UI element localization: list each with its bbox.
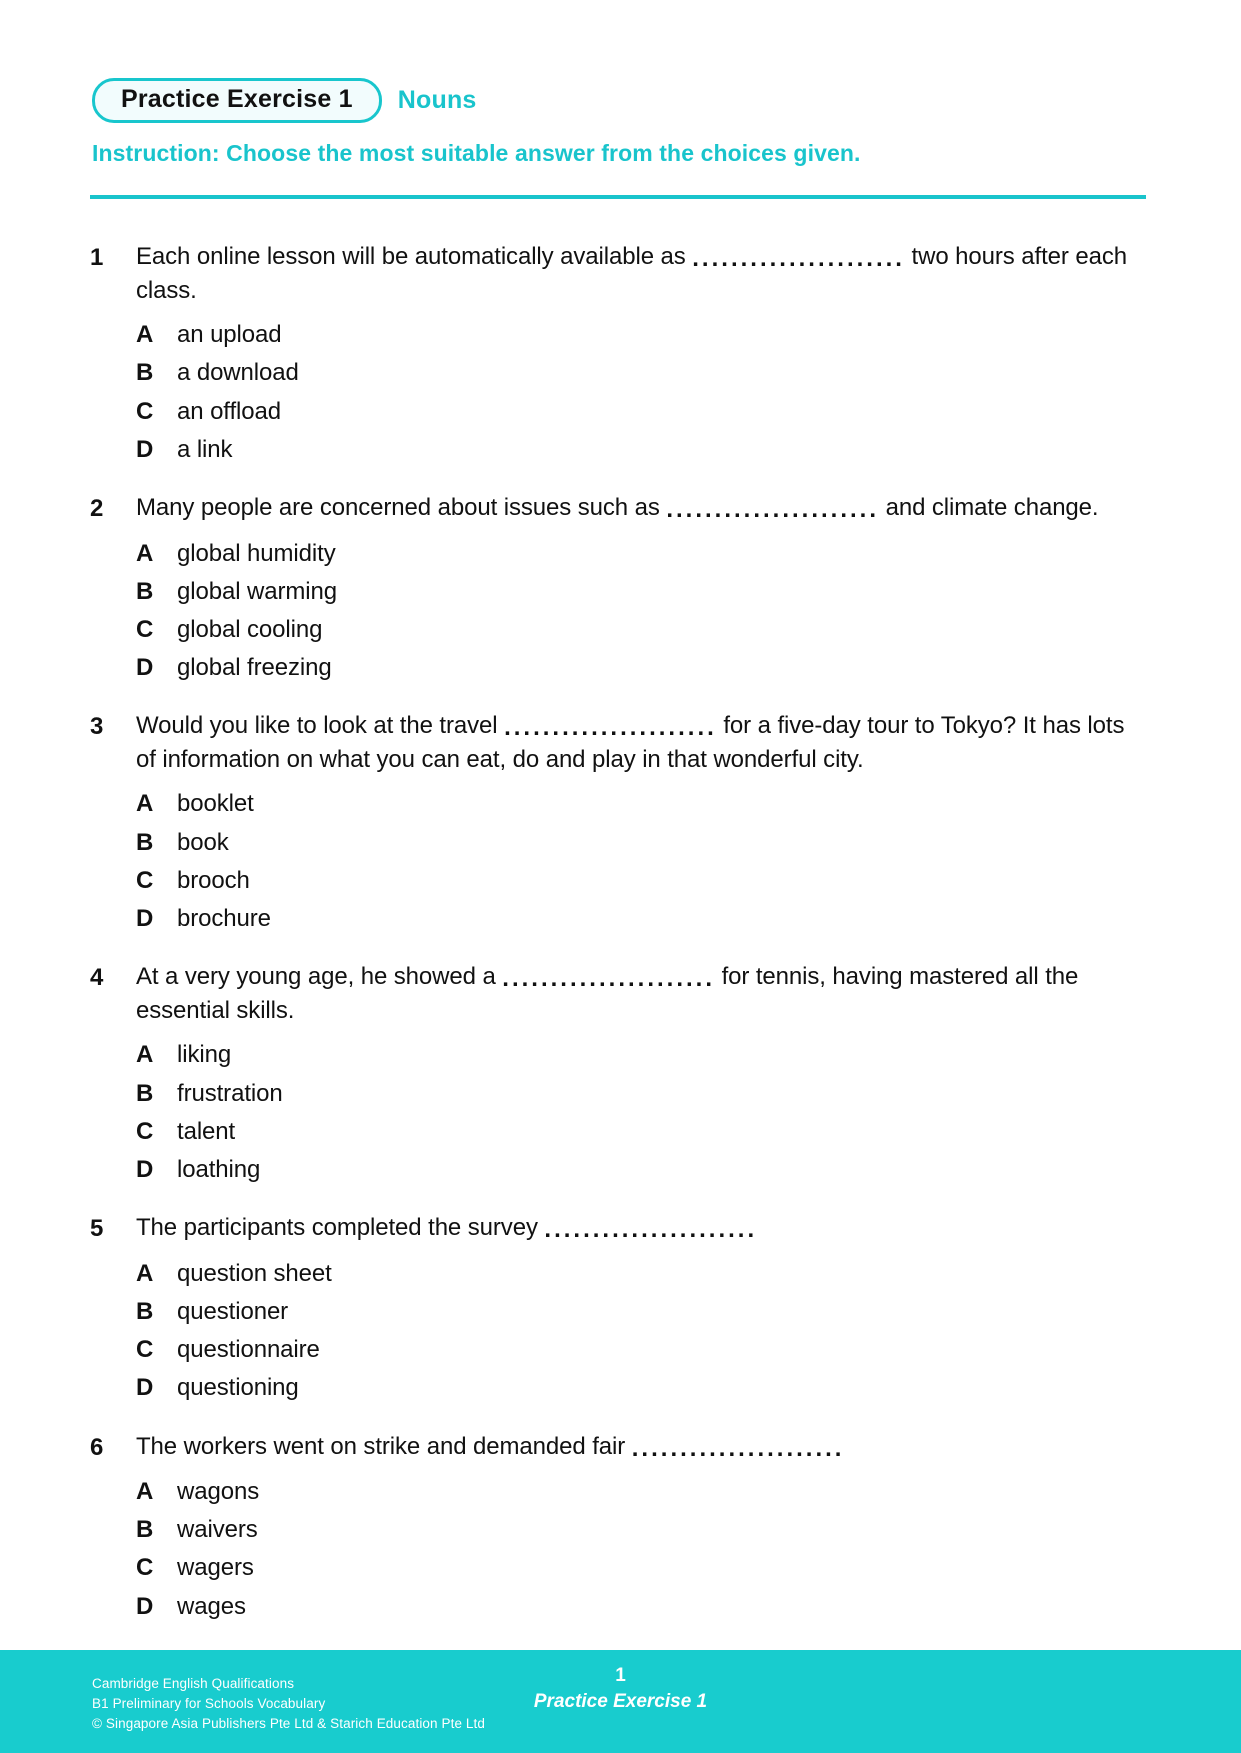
option-text: brooch <box>177 866 250 894</box>
option-text: wagers <box>177 1554 254 1582</box>
question-text-before: At a very young age, he showed a <box>136 963 496 991</box>
option-text: booklet <box>177 790 254 818</box>
option-letter: B <box>136 1297 154 1325</box>
instruction-text: Instruction: Choose the most suitable answer from the choices given. <box>92 140 861 166</box>
option-text: global humidity <box>177 539 336 567</box>
question-text <box>136 1211 1150 1245</box>
option-row[interactable] <box>136 1116 1150 1147</box>
option-row[interactable] <box>136 576 1150 607</box>
option-text: question sheet <box>177 1259 332 1287</box>
footer-line-3: © Singapore Asia Publishers Pte Ltd & Starich Education Pte Ltd <box>92 1715 485 1731</box>
option-letter: C <box>136 615 154 643</box>
option-letter: B <box>136 577 154 605</box>
option-row[interactable] <box>136 1514 1150 1545</box>
option-row[interactable] <box>136 903 1150 934</box>
option-letter: C <box>136 1117 154 1145</box>
exercise-header <box>92 78 477 123</box>
question-header <box>90 1430 1150 1465</box>
option-text: waivers <box>177 1516 258 1544</box>
question-text <box>136 709 1150 776</box>
option-row[interactable] <box>136 1078 1150 1109</box>
question-text-after: and climate change. <box>885 493 1099 521</box>
question-text-after: two hours after each class. <box>136 243 1128 304</box>
option-text: wagons <box>177 1478 260 1506</box>
option-text: a download <box>177 359 299 387</box>
option-text: a link <box>177 435 233 463</box>
question-number: 2 <box>90 494 104 522</box>
option-text: global warming <box>177 577 338 605</box>
question-text-after: for a five-day tour to Tokyo? It has lots of information on what you can eat, do and play in that wonderful city. <box>136 712 1125 773</box>
option-list <box>90 319 1150 465</box>
question-text-before: Many people are concerned about issues such as <box>136 493 660 521</box>
option-row[interactable] <box>136 1258 1150 1289</box>
question-block <box>90 1430 1150 1622</box>
option-row[interactable] <box>136 1552 1150 1583</box>
option-row[interactable] <box>136 1591 1150 1622</box>
answer-blank-dots: ...................... <box>504 714 717 742</box>
option-text: global freezing <box>177 654 332 682</box>
option-list <box>90 788 1150 934</box>
option-text: frustration <box>177 1079 283 1107</box>
option-row[interactable] <box>136 319 1150 350</box>
answer-blank-dots: ...................... <box>544 1216 758 1244</box>
option-row[interactable] <box>136 538 1150 569</box>
questions-list <box>90 240 1150 1648</box>
option-letter: D <box>136 1374 154 1402</box>
option-letter: D <box>136 654 154 682</box>
option-letter: D <box>136 905 154 933</box>
option-text: liking <box>177 1041 232 1069</box>
question-text <box>136 491 1150 525</box>
option-letter: B <box>136 828 154 856</box>
option-row[interactable] <box>136 434 1150 465</box>
option-list <box>90 1039 1150 1185</box>
option-row[interactable] <box>136 1476 1150 1507</box>
option-letter: B <box>136 359 154 387</box>
option-text: loathing <box>177 1155 261 1183</box>
option-row[interactable] <box>136 652 1150 683</box>
question-text-before: Would you like to look at the travel <box>136 712 498 740</box>
question-number: 3 <box>90 713 104 741</box>
option-row[interactable] <box>136 614 1150 645</box>
question-text <box>136 240 1150 307</box>
question-header <box>90 709 1150 776</box>
question-block <box>90 709 1150 934</box>
question-text-before: The participants completed the survey <box>136 1214 538 1242</box>
exercise-badge: Practice Exercise 1 <box>92 78 382 123</box>
question-block <box>90 1211 1150 1403</box>
question-text <box>136 1430 1150 1464</box>
option-letter: A <box>136 1259 154 1287</box>
option-text: brochure <box>177 905 271 933</box>
option-text: questioning <box>177 1374 299 1402</box>
question-text-before: Each online lesson will be automatically available as <box>136 243 686 270</box>
question-block <box>90 960 1150 1185</box>
option-row[interactable] <box>136 357 1150 388</box>
option-letter: C <box>136 1554 154 1582</box>
question-number: 4 <box>90 964 104 992</box>
option-row[interactable] <box>136 1372 1150 1403</box>
option-row[interactable] <box>136 1154 1150 1185</box>
option-letter: B <box>136 1516 154 1544</box>
option-text: an offload <box>177 397 281 425</box>
option-row[interactable] <box>136 788 1150 819</box>
question-header <box>90 240 1150 307</box>
question-text-before: The workers went on strike and demanded fair <box>136 1432 626 1460</box>
option-list <box>90 1258 1150 1404</box>
option-row[interactable] <box>136 1296 1150 1327</box>
option-row[interactable] <box>136 827 1150 858</box>
option-list <box>90 538 1150 684</box>
option-letter: C <box>136 1336 154 1364</box>
answer-blank-dots: ...................... <box>692 245 905 272</box>
option-text: questioner <box>177 1297 289 1325</box>
option-letter: A <box>136 321 154 349</box>
question-text <box>136 960 1150 1027</box>
option-list <box>90 1476 1150 1622</box>
header-divider <box>90 195 1146 199</box>
question-block <box>90 491 1150 683</box>
question-number: 6 <box>90 1433 104 1461</box>
option-text: an upload <box>177 321 282 349</box>
question-block <box>90 240 1150 465</box>
question-header <box>90 491 1150 526</box>
option-letter: D <box>136 1592 154 1620</box>
question-text-after: for tennis, having mastered all the essential skills. <box>136 963 1079 1024</box>
option-text: book <box>177 828 229 856</box>
footer-line-1: Cambridge English Qualifications <box>92 1676 295 1691</box>
option-row[interactable] <box>136 396 1150 427</box>
question-header <box>90 960 1150 1027</box>
question-number: 1 <box>90 244 104 271</box>
option-letter: C <box>136 397 154 425</box>
answer-blank-dots: ...................... <box>502 965 715 993</box>
option-text: wages <box>177 1592 246 1620</box>
option-row[interactable] <box>136 1039 1150 1070</box>
option-letter: B <box>136 1079 154 1107</box>
option-letter: A <box>136 790 154 818</box>
exercise-topic: Nouns <box>397 85 477 114</box>
page-number: 1 <box>615 1665 626 1686</box>
answer-blank-dots: ...................... <box>631 1434 845 1462</box>
option-letter: D <box>136 1155 154 1183</box>
footer-page-info <box>0 1666 1241 1715</box>
option-text: questionnaire <box>177 1336 320 1364</box>
question-number: 5 <box>90 1215 104 1243</box>
option-letter: A <box>136 539 154 567</box>
footer-exercise-label: Practice Exercise 1 <box>533 1690 708 1712</box>
footer-line-2: B1 Preliminary for Schools Vocabulary <box>92 1695 326 1711</box>
option-text: global cooling <box>177 615 323 643</box>
question-header <box>90 1211 1150 1246</box>
option-letter: C <box>136 866 154 894</box>
option-letter: A <box>136 1041 154 1069</box>
option-row[interactable] <box>136 1334 1150 1365</box>
answer-blank-dots: ...................... <box>666 495 880 523</box>
option-text: talent <box>177 1117 236 1145</box>
option-letter: D <box>136 435 154 463</box>
option-letter: A <box>136 1478 154 1506</box>
page-footer <box>0 1650 1241 1753</box>
option-row[interactable] <box>136 865 1150 896</box>
